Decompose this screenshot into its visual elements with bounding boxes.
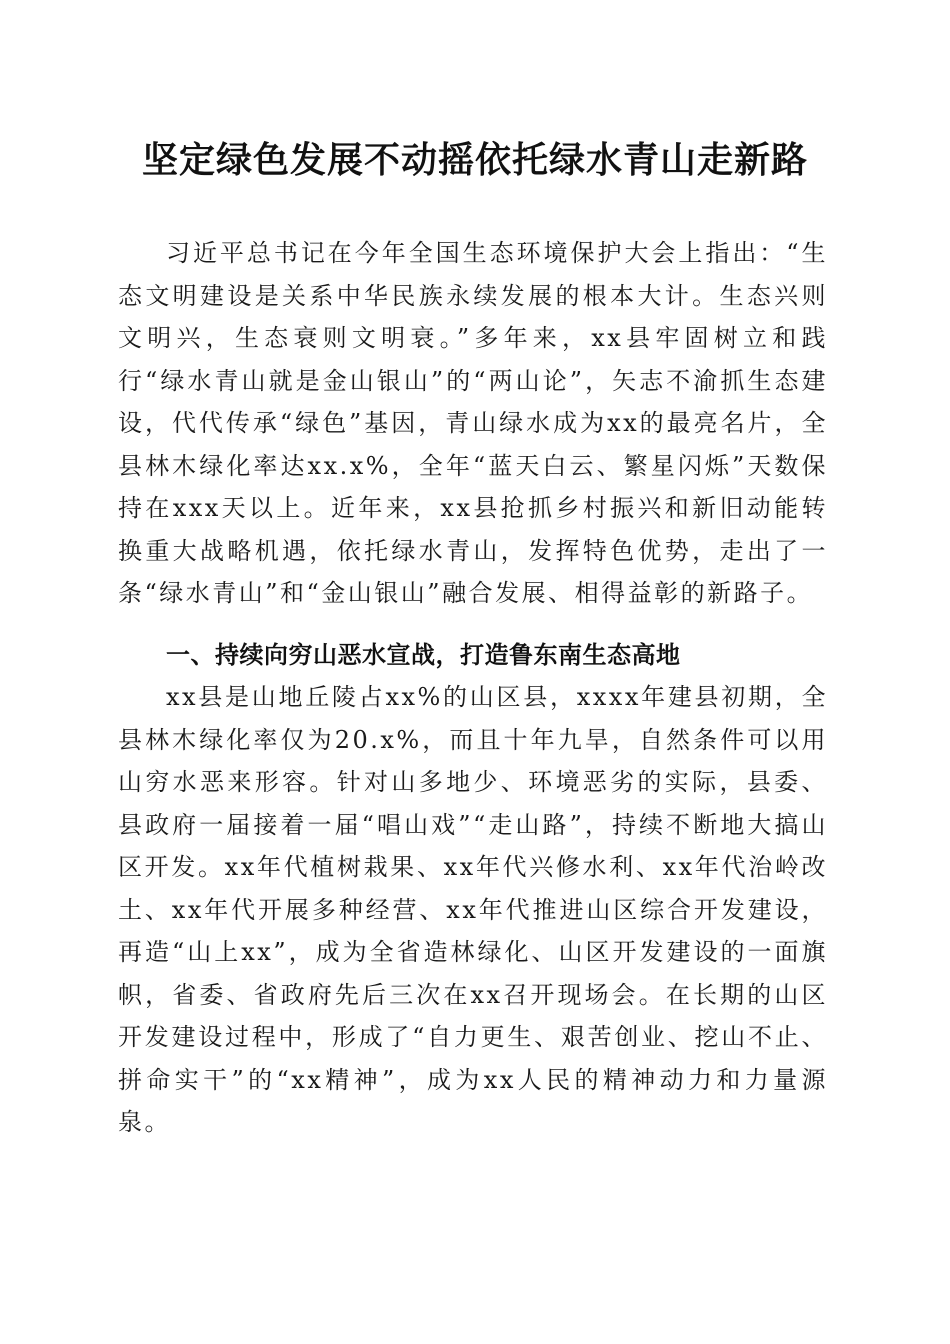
section-heading-1: 一、持续向穷山恶水宣战，打造鲁东南生态高地: [166, 641, 681, 669]
page-title: 坚定绿色发展不动摇依托绿水青山走新路: [141, 139, 808, 181]
body-paragraph-section-1: xx县是山地丘陵占xx%的山区县，xxxx年建县初期，全县林木绿化率仅为20.x%，而且十年九旱，自然条件可以用山穷水恶来形容。针对山多地少、环境恶劣的实际，县委、县政府一届接着一届“唱山戏”“走山路”，持续不断地大搞山区开发。xx年代植树栽果、xx年代兴修水利、xx年代治岭改土、xx年代开展多种经营、xx年代推进山区综合开发建设，再造“山上xx”，成为全省造林绿化、山区开发建设的一面旗帜，省委、省政府先后三次在xx召开现场会。在长期的山区开发建设过程中，形成了“自力更生、艰苦创业、挖山不止、拼命实干”的“xx精神”，成为xx人民的精神动力和力量源泉。: [118, 683, 828, 1136]
body-paragraph-intro: 习近平总书记在今年全国生态环境保护大会上指出：“生态文明建设是关系中华民族永续发展的根本大计。生态兴则文明兴，生态衰则文明衰。”多年来，xx县牢固树立和践行“绿水青山就是金山银山”的“两山论”，矢志不渝抓生态建设，代代传承“绿色”基因，青山绿水成为xx的最亮名片，全县林木绿化率达xx.x%，全年“蓝天白云、繁星闪烁”天数保持在xxx天以上。近年来，xx县抢抓乡村振兴和新旧动能转换重大战略机遇，依托绿水青山，发挥特色优势，走出了一条“绿水青山”和“金山银山”融合发展、相得益彰的新路子。: [118, 239, 828, 607]
